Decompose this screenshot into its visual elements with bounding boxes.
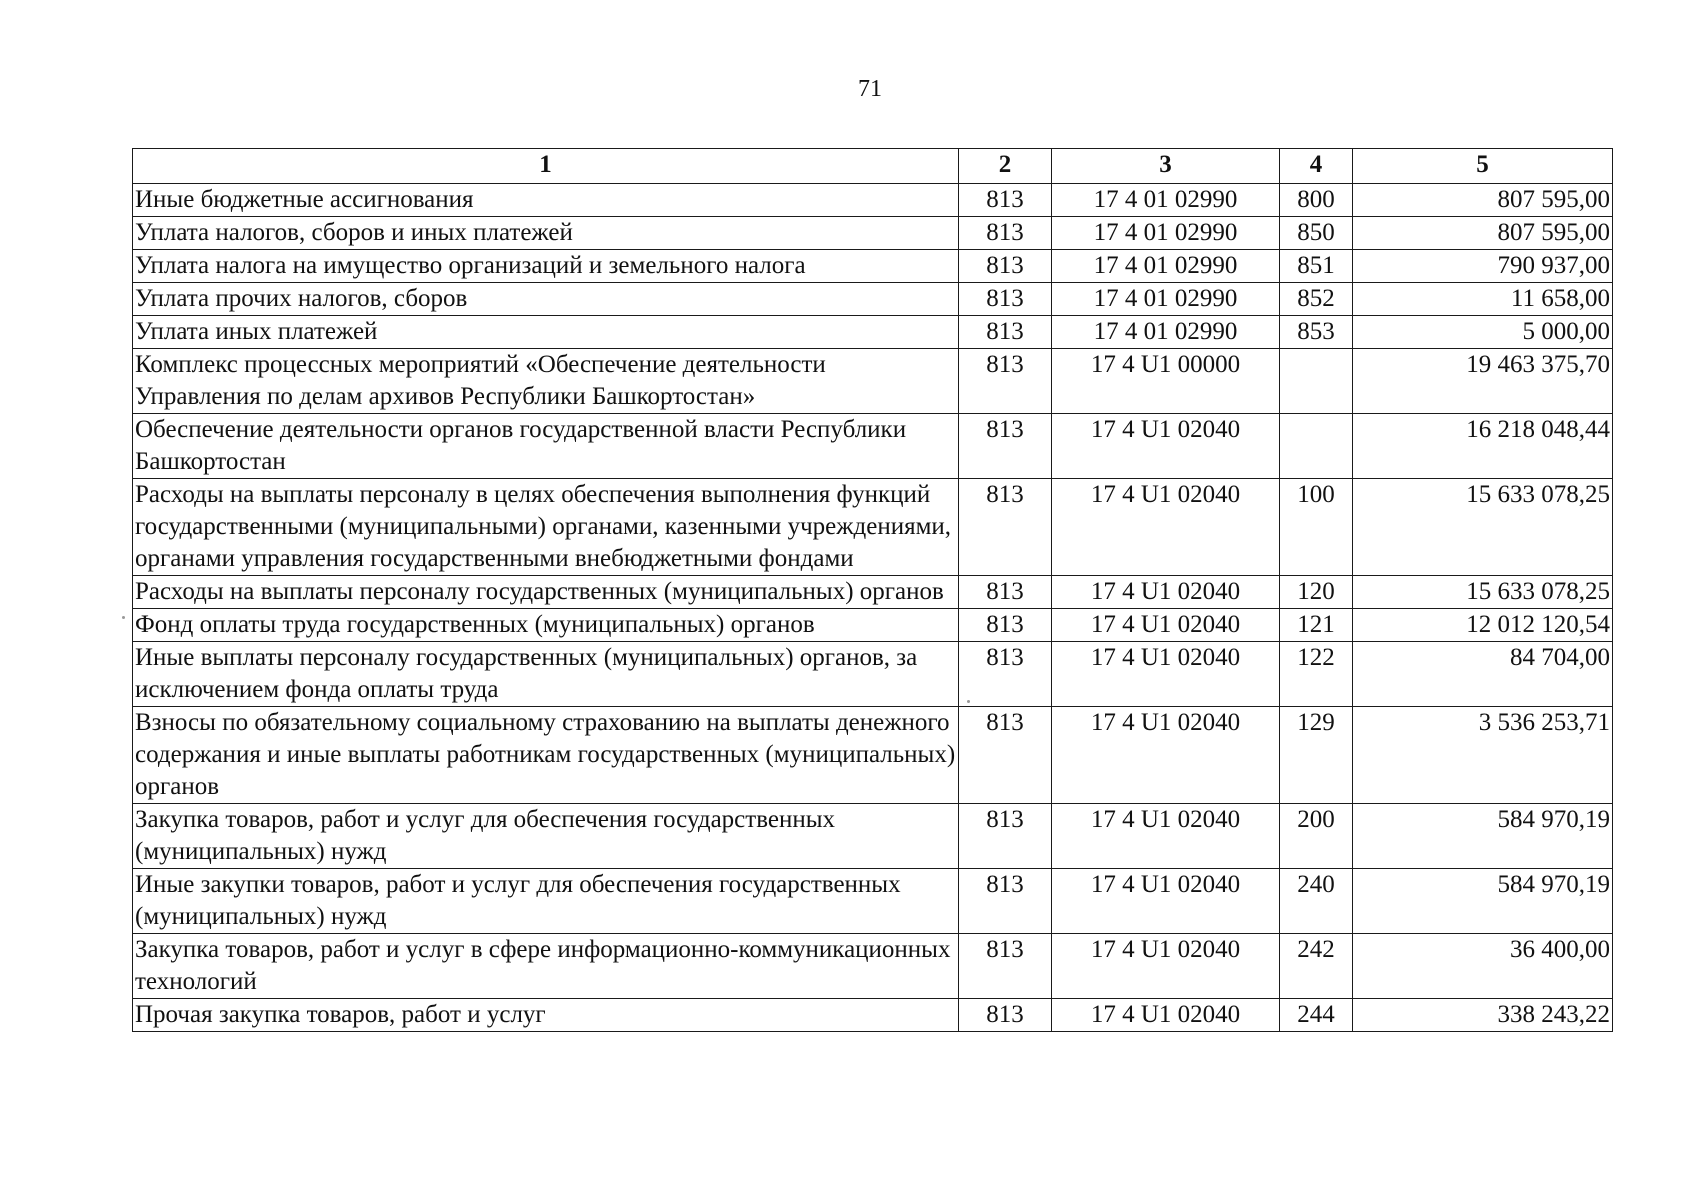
row-ministry-code: 813 xyxy=(959,804,1052,869)
header-col-5: 5 xyxy=(1353,149,1613,184)
row-amount: 584 970,19 xyxy=(1353,869,1613,934)
row-name: Расходы на выплаты персоналу государственных (муниципальных) органов xyxy=(133,576,959,609)
row-amount: 5 000,00 xyxy=(1353,316,1613,349)
row-expense-type xyxy=(1280,414,1353,479)
row-name: Уплата налогов, сборов и иных платежей xyxy=(133,217,959,250)
table-row xyxy=(133,316,1613,349)
row-target-code: 17 4 U1 02040 xyxy=(1052,707,1280,804)
row-target-code: 17 4 U1 02040 xyxy=(1052,479,1280,576)
row-expense-type: 851 xyxy=(1280,250,1353,283)
scan-speck xyxy=(122,616,125,619)
table-row xyxy=(133,707,1613,804)
row-name: Взносы по обязательному социальному страхованию на выплаты денежного содержания и иные выплаты работникам государственных (муниципальных) органов xyxy=(133,707,959,804)
row-target-code: 17 4 U1 02040 xyxy=(1052,999,1280,1032)
header-col-3: 3 xyxy=(1052,149,1280,184)
table-row xyxy=(133,479,1613,576)
row-ministry-code: 813 xyxy=(959,250,1052,283)
row-name: Уплата налога на имущество организаций и земельного налога xyxy=(133,250,959,283)
row-expense-type: 800 xyxy=(1280,184,1353,217)
row-ministry-code: 813 xyxy=(959,999,1052,1032)
row-name: Комплекс процессных мероприятий «Обеспечение деятельности Управления по делам архивов Республики Башкортостан» xyxy=(133,349,959,414)
row-name: Уплата прочих налогов, сборов xyxy=(133,283,959,316)
row-amount: 84 704,00 xyxy=(1353,642,1613,707)
table-row xyxy=(133,934,1613,999)
row-ministry-code: 813 xyxy=(959,609,1052,642)
row-ministry-code: 813 xyxy=(959,642,1052,707)
row-target-code: 17 4 01 02990 xyxy=(1052,283,1280,316)
row-expense-type: 242 xyxy=(1280,934,1353,999)
row-ministry-code: 813 xyxy=(959,349,1052,414)
row-amount: 36 400,00 xyxy=(1353,934,1613,999)
row-target-code: 17 4 U1 02040 xyxy=(1052,804,1280,869)
row-target-code: 17 4 U1 02040 xyxy=(1052,869,1280,934)
row-ministry-code: 813 xyxy=(959,869,1052,934)
row-expense-type: 121 xyxy=(1280,609,1353,642)
row-ministry-code: 813 xyxy=(959,576,1052,609)
table-header xyxy=(133,149,1613,184)
table-row xyxy=(133,349,1613,414)
table-row xyxy=(133,609,1613,642)
row-amount: 807 595,00 xyxy=(1353,184,1613,217)
row-ministry-code: 813 xyxy=(959,707,1052,804)
row-amount: 11 658,00 xyxy=(1353,283,1613,316)
row-ministry-code: 813 xyxy=(959,414,1052,479)
row-target-code: 17 4 U1 00000 xyxy=(1052,349,1280,414)
row-expense-type: 244 xyxy=(1280,999,1353,1032)
row-target-code: 17 4 01 02990 xyxy=(1052,250,1280,283)
row-target-code: 17 4 U1 02040 xyxy=(1052,576,1280,609)
row-expense-type: 129 xyxy=(1280,707,1353,804)
row-expense-type: 100 xyxy=(1280,479,1353,576)
row-ministry-code: 813 xyxy=(959,184,1052,217)
row-target-code: 17 4 01 02990 xyxy=(1052,184,1280,217)
row-target-code: 17 4 01 02990 xyxy=(1052,316,1280,349)
row-amount: 584 970,19 xyxy=(1353,804,1613,869)
row-target-code: 17 4 U1 02040 xyxy=(1052,414,1280,479)
row-ministry-code: 813 xyxy=(959,283,1052,316)
table-row xyxy=(133,576,1613,609)
table-row xyxy=(133,184,1613,217)
header-col-4: 4 xyxy=(1280,149,1353,184)
table-row xyxy=(133,250,1613,283)
row-name: Закупка товаров, работ и услуг в сфере информационно-коммуникационных технологий xyxy=(133,934,959,999)
row-expense-type: 852 xyxy=(1280,283,1353,316)
row-expense-type: 240 xyxy=(1280,869,1353,934)
budget-table xyxy=(132,148,1613,1032)
row-target-code: 17 4 U1 02040 xyxy=(1052,642,1280,707)
table-header-row xyxy=(133,149,1613,184)
table-row xyxy=(133,217,1613,250)
row-amount: 15 633 078,25 xyxy=(1353,576,1613,609)
row-ministry-code: 813 xyxy=(959,316,1052,349)
row-ministry-code: 813 xyxy=(959,934,1052,999)
table-body xyxy=(133,184,1613,1032)
table-row xyxy=(133,804,1613,869)
row-amount: 19 463 375,70 xyxy=(1353,349,1613,414)
table-row xyxy=(133,283,1613,316)
row-amount: 338 243,22 xyxy=(1353,999,1613,1032)
table-row xyxy=(133,642,1613,707)
page-number: 71 xyxy=(858,76,882,102)
row-expense-type xyxy=(1280,349,1353,414)
table-row xyxy=(133,414,1613,479)
row-target-code: 17 4 01 02990 xyxy=(1052,217,1280,250)
row-expense-type: 850 xyxy=(1280,217,1353,250)
row-ministry-code: 813 xyxy=(959,479,1052,576)
row-amount: 790 937,00 xyxy=(1353,250,1613,283)
row-name: Иные бюджетные ассигнования xyxy=(133,184,959,217)
header-col-2: 2 xyxy=(959,149,1052,184)
row-ministry-code: 813 xyxy=(959,217,1052,250)
scan-speck xyxy=(967,700,970,703)
table-row xyxy=(133,999,1613,1032)
table-row xyxy=(133,869,1613,934)
header-col-1: 1 xyxy=(133,149,959,184)
row-target-code: 17 4 U1 02040 xyxy=(1052,934,1280,999)
row-amount: 15 633 078,25 xyxy=(1353,479,1613,576)
row-expense-type: 200 xyxy=(1280,804,1353,869)
row-name: Закупка товаров, работ и услуг для обеспечения государственных (муниципальных) нужд xyxy=(133,804,959,869)
row-name: Иные закупки товаров, работ и услуг для обеспечения государственных (муниципальных) нужд xyxy=(133,869,959,934)
row-amount: 807 595,00 xyxy=(1353,217,1613,250)
row-name: Фонд оплаты труда государственных (муниципальных) органов xyxy=(133,609,959,642)
row-expense-type: 120 xyxy=(1280,576,1353,609)
row-expense-type: 853 xyxy=(1280,316,1353,349)
row-amount: 3 536 253,71 xyxy=(1353,707,1613,804)
row-target-code: 17 4 U1 02040 xyxy=(1052,609,1280,642)
row-amount: 16 218 048,44 xyxy=(1353,414,1613,479)
row-name: Уплата иных платежей xyxy=(133,316,959,349)
row-expense-type: 122 xyxy=(1280,642,1353,707)
row-amount: 12 012 120,54 xyxy=(1353,609,1613,642)
row-name: Обеспечение деятельности органов государственной власти Республики Башкортостан xyxy=(133,414,959,479)
row-name: Прочая закупка товаров, работ и услуг xyxy=(133,999,959,1032)
row-name: Иные выплаты персоналу государственных (муниципальных) органов, за исключением фонда оплаты труда xyxy=(133,642,959,707)
row-name: Расходы на выплаты персоналу в целях обеспечения выполнения функций государственными (муниципальными) органами, казенными учреждениями, органами управления государственными внебюджетными фондами xyxy=(133,479,959,576)
